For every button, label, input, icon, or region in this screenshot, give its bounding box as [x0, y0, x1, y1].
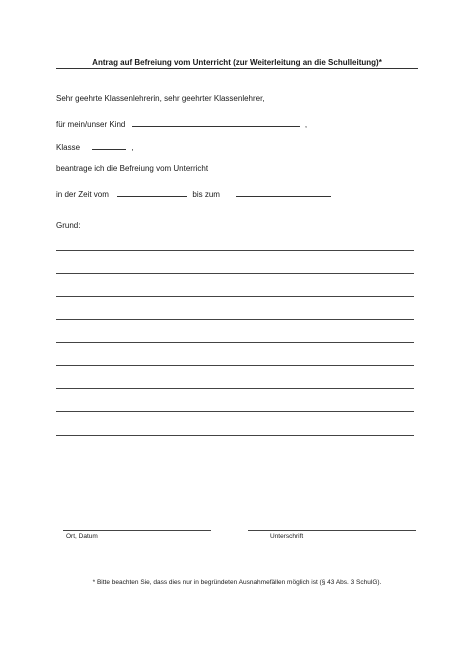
- place-date-label: Ort, Datum: [66, 533, 98, 540]
- period-from-label: in der Zeit vom: [56, 190, 109, 199]
- reason-line[interactable]: [56, 319, 414, 320]
- reason-line[interactable]: [56, 388, 414, 389]
- child-name-field[interactable]: [132, 118, 300, 127]
- period-to-label: bis zum: [192, 190, 220, 199]
- reason-line[interactable]: [56, 250, 414, 251]
- title-divider: [56, 68, 418, 69]
- reason-label: Grund:: [56, 221, 81, 230]
- class-suffix: ,: [131, 143, 134, 152]
- period-from-field[interactable]: [117, 188, 187, 197]
- request-text: beantrage ich die Befreiung vom Unterricht: [56, 164, 209, 173]
- child-label: für mein/unser Kind: [56, 120, 126, 129]
- place-date-line[interactable]: [63, 530, 211, 531]
- reason-line[interactable]: [56, 365, 414, 366]
- signature-label: Unterschrift: [270, 533, 304, 540]
- reason-line[interactable]: [56, 411, 414, 412]
- period-row: [56, 188, 331, 200]
- reason-line[interactable]: [56, 273, 414, 274]
- form-title: Antrag auf Befreiung vom Unterricht (zur Weiterleitung an die Schulleitung)*: [92, 58, 382, 67]
- reason-line[interactable]: [56, 435, 414, 436]
- footnote: * Bitte beachten Sie, dass dies nur in begründeten Ausnahmefällen möglich ist (§ 43 Abs. 3 SchulG).: [92, 579, 382, 586]
- class-label: Klasse: [56, 143, 81, 152]
- class-field[interactable]: [92, 141, 126, 150]
- reason-line[interactable]: [56, 342, 414, 343]
- signature-line[interactable]: [248, 530, 416, 531]
- reason-line[interactable]: [56, 296, 414, 297]
- class-row: [56, 141, 134, 153]
- salutation-text: Sehr geehrte Klassenlehrerin, sehr geehrter Klassenlehrer,: [56, 94, 265, 103]
- child-row: [56, 118, 307, 130]
- period-to-field[interactable]: [236, 188, 331, 197]
- child-suffix: ,: [304, 120, 308, 129]
